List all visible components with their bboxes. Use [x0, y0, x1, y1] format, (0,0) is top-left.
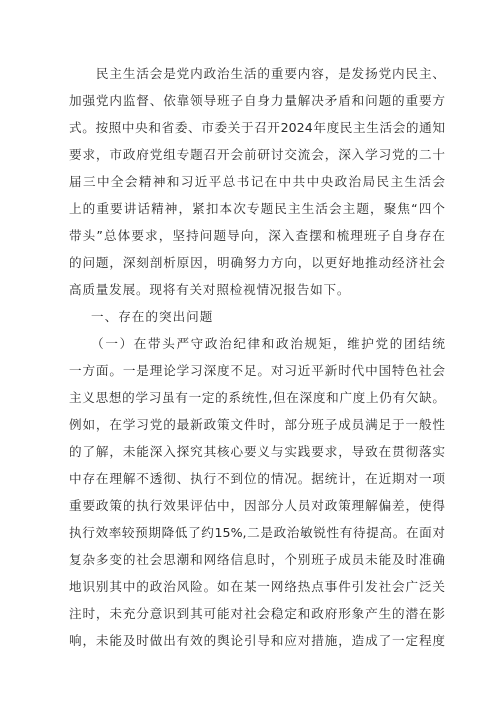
- paragraph-line: 地识别其中的政治风险。如在某一网络热点事件引发社会广泛关: [69, 579, 445, 594]
- paragraph-line: 带头”总体要求，坚持问题导向，深入查摆和梳理班子自身存在: [69, 228, 445, 243]
- paragraph-line: 民主生活会是党内政治生活的重要内容，是发扬党内民主、: [69, 66, 445, 81]
- paragraph-line: 中存在理解不透彻、执行不到位的情况。据统计，在近期对一项: [69, 471, 445, 486]
- paragraph-line: 高质量发展。现将有关对照检视情况报告如下。: [69, 282, 351, 297]
- paragraph-line: 执行效率较预期降低了约15%,二是政治敏锐性有待提高。在面对: [69, 525, 445, 540]
- paragraph-line: 复杂多变的社会思潮和网络信息时，个别班子成员未能及时准确: [69, 552, 445, 567]
- paragraph-line: 重要政策的执行效果评估中，因部分人员对政策理解偏差，使得: [69, 498, 445, 513]
- paragraph-line: 式。按照中央和省委、市委关于召开2024年度民主生活会的通知: [69, 120, 445, 135]
- paragraph-line: 的了解，未能深入探究其核心要义与实践要求，导致在贯彻落实: [69, 444, 445, 459]
- paragraph-line: 届三中全会精神和习近平总书记在中共中央政治局民主生活会: [69, 174, 445, 189]
- paragraph-line: 主义思想的学习虽有一定的系统性,但在深度和广度上仍有欠缺。: [69, 390, 445, 405]
- paragraph-line: 注时，未充分意识到其可能对社会稳定和政府形象产生的潜在影: [69, 606, 445, 621]
- paragraph-line: （一）在带头严守政治纪律和政治规矩，维护党的团结统: [69, 336, 445, 351]
- paragraph-line: 加强党内监督、依靠领导班子自身力量解决矛盾和问题的重要方: [69, 93, 445, 108]
- paragraph-line: 例如，在学习党的最新政策文件时，部分班子成员满足于一般性: [69, 417, 445, 432]
- paragraph-line: 要求，市政府党组专题召开会前研讨交流会，深入学习党的二十: [69, 147, 445, 162]
- paragraph-line: 的问题，深刻剖析原因，明确努力方向，以更好地推动经济社会: [69, 255, 445, 270]
- paragraph-line: 响，未能及时做出有效的舆论引导和应对措施，造成了一定程度: [69, 633, 445, 648]
- paragraph-line: 一方面。一是理论学习深度不足。对习近平新时代中国特色社会: [69, 363, 445, 378]
- paragraph-line: 上的重要讲话精神，紧扣本次专题民主生活会主题，聚焦“四个: [69, 201, 445, 216]
- section-heading: 一、存在的突出问题: [91, 309, 214, 324]
